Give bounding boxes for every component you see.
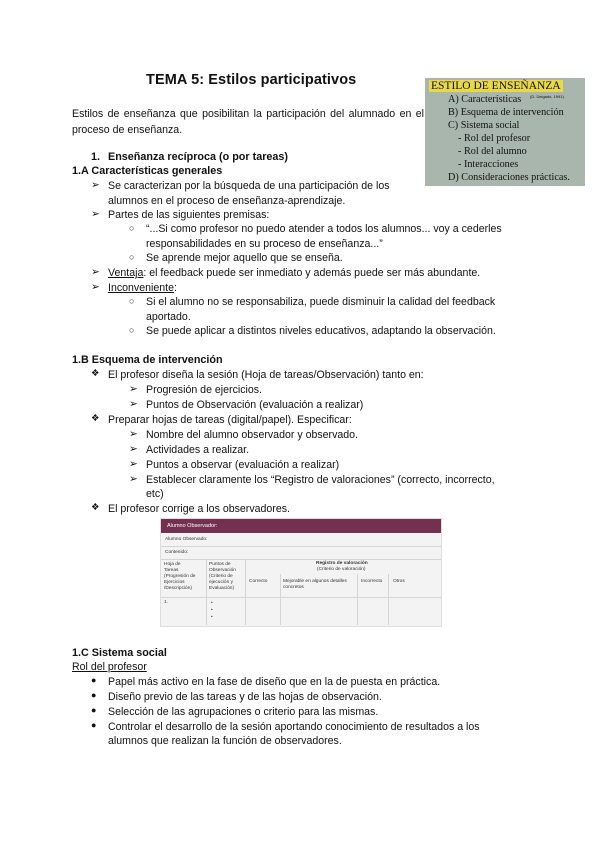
text-line: El profesor corrige a los observadores. (108, 503, 290, 515)
dot-bullet-icon: ● (91, 690, 97, 700)
registry-title: Registro de valoración (316, 561, 368, 566)
arrow-bullet-icon: ➢ (91, 208, 100, 220)
circle-bullet-icon: ○ (129, 296, 135, 306)
registry-subtitle: (Criterio de valoración) (317, 567, 366, 572)
cell-line: Puntos de (209, 562, 231, 567)
sheet-row-content: Contenido: (165, 550, 189, 555)
circle-bullet-icon: ○ (129, 223, 135, 233)
row-divider (161, 559, 441, 560)
arrow-bullet-icon: ➢ (91, 281, 100, 293)
registry-col-correct: Correcto (249, 579, 268, 584)
sheet-col-tasks (164, 562, 195, 592)
box-line: B) Esquema de intervención (448, 107, 564, 118)
sheet-row-observed: Alumno Observado: (165, 537, 208, 542)
circle-bullet-icon: ○ (129, 325, 135, 335)
cell-line: Ejercicios (164, 580, 185, 585)
arrow-bullet-icon: ➢ (129, 443, 138, 455)
box-line: D) Consideraciones prácticas. (448, 172, 570, 183)
cell-line: Observación (209, 568, 236, 573)
teacher-role-heading: Rol del profesor (72, 661, 147, 673)
sheet-item-dot: • (211, 608, 213, 613)
text-line: aportado. (146, 311, 191, 323)
text-line: Si el alumno no se responsabiliza, puede disminuir la calidad del feedback (146, 296, 496, 308)
registry-col-improvable-extra: concretos (283, 585, 304, 590)
text-line: Diseño previo de las tareas y de las hojas de observación. (108, 691, 382, 703)
dot-bullet-icon: ● (91, 675, 97, 685)
text-line: Preparar hojas de tareas (digital/papel). Especificar: (108, 414, 352, 426)
text-line: responsabilidades en su proceso de enseñanza...” (146, 238, 383, 250)
text-line: etc) (146, 488, 164, 500)
arrow-bullet-icon: ➢ (129, 473, 138, 485)
col-divider (280, 597, 281, 625)
text-line: Se caracterizan por la búsqueda de una participación de los (108, 180, 390, 192)
col-divider (245, 559, 246, 625)
cell-line: (Criterio de (209, 574, 233, 579)
box-line: - Interacciones (458, 159, 519, 170)
disadvantage-label: Inconveniente (108, 282, 174, 294)
col-divider (388, 574, 389, 625)
text-line: Actividades a realizar. (146, 444, 250, 456)
registry-col-others: Otros (393, 579, 405, 584)
text-line: Selección de las agrupaciones o criterio para las mismas. (108, 706, 379, 718)
box-line: A) Características (448, 94, 522, 105)
text-line: Puntos de Observación (evaluación a realizar) (146, 399, 364, 411)
section-heading: Enseñanza recíproca (o por tareas) (108, 151, 289, 163)
box-line: - Rol del profesor (458, 133, 531, 144)
diamond-bullet-icon: ❖ (91, 413, 100, 424)
advantage-text: : el feedback puede ser inmediato y además puede ser más abundante. (143, 267, 481, 279)
row-divider (161, 546, 441, 547)
box-line: C) Sistema social (448, 120, 520, 131)
advantage-label: Ventaja (108, 267, 144, 279)
circle-bullet-icon: ○ (129, 252, 135, 262)
sheet-header (161, 519, 441, 533)
text-line: alumnos en el proceso de enseñanza-aprendizaje. (108, 195, 346, 207)
sheet-header-label: Alumno Observador: (167, 523, 218, 529)
observation-sheet (160, 518, 442, 627)
text-line: Se puede aplicar a distintos niveles educativos, adaptando la observación. (146, 325, 496, 337)
cell-line: /Descripción) (164, 586, 192, 591)
text-line: Se aprende mejor aquello que se enseña. (146, 252, 343, 264)
page-title: TEMA 5: Estilos participativos (146, 72, 357, 88)
diamond-bullet-icon: ❖ (91, 502, 100, 513)
registry-col-improvable: Mejorable en algunos detalles (283, 579, 347, 584)
subsection-a-heading: 1.A Características generales (72, 165, 223, 177)
cell-line: Tareas (164, 568, 179, 573)
col-divider (357, 574, 358, 625)
box-line: - Rol del alumno (458, 146, 527, 157)
arrow-bullet-icon: ➢ (129, 458, 138, 470)
arrow-bullet-icon: ➢ (91, 179, 100, 191)
text-line: Controlar el desarrollo de la sesión aportando conocimiento de resultados a los (108, 721, 480, 733)
dot-bullet-icon: ● (91, 705, 97, 715)
arrow-bullet-icon: ➢ (129, 383, 138, 395)
registry-col-incorrect: Incorrecto (361, 579, 383, 584)
arrow-bullet-icon: ➢ (129, 398, 138, 410)
text-line: Puntos a observar (evaluación a realizar) (146, 459, 340, 471)
text-line (108, 267, 480, 279)
sheet-item-dot: • (211, 601, 213, 606)
text-line: Papel más activo en la fase de diseño que en la de puesta en práctica. (108, 676, 441, 688)
text-line (108, 282, 177, 294)
section-number: 1. (91, 151, 101, 163)
text-line: Progresión de ejercicios. (146, 384, 262, 396)
text-line: El profesor diseña la sesión (Hoja de tareas/Observación) tanto en: (108, 369, 424, 381)
col-divider (280, 574, 281, 598)
box-citation: (D. Delgado, 1991) (530, 94, 564, 99)
text-line: alumnos que realizan la función de observadores. (108, 735, 342, 747)
text-line: Nombre del alumno observador y observado. (146, 429, 358, 441)
dot-bullet-icon: ● (91, 720, 97, 730)
col-divider (206, 559, 207, 625)
disadvantage-colon: : (173, 282, 177, 294)
subsection-c-heading: 1.C Sistema social (72, 647, 167, 659)
arrow-bullet-icon: ➢ (91, 266, 100, 278)
box-heading: ESTILO DE ENSEÑANZA (431, 80, 561, 92)
cell-line: ejecución y (209, 580, 233, 585)
text-line: Partes de las siguientes premisas: (108, 209, 270, 221)
intro-paragraph: Estilos de enseñanza que posibilitan la participación del alumnado en el proceso de enseñanza. (72, 108, 424, 136)
row-divider (161, 597, 441, 598)
cell-line: (Progresión de (164, 574, 196, 579)
diamond-bullet-icon: ❖ (91, 368, 100, 379)
arrow-bullet-icon: ➢ (129, 428, 138, 440)
text-line: Establecer claramente los “Registro de valoraciones” (correcto, incorrecto, (146, 474, 495, 486)
subsection-b-heading: 1.B Esquema de intervención (72, 354, 223, 366)
cell-line: Evaluación) (209, 586, 235, 591)
cell-line: Hoja de (164, 562, 181, 567)
sheet-col-points (209, 562, 236, 592)
sheet-item-dot: • (211, 615, 213, 620)
text-line: “...Si como profesor no puedo atender a todos los alumnos... voy a cederles (146, 223, 502, 235)
sheet-item-number: 1. (164, 600, 169, 605)
